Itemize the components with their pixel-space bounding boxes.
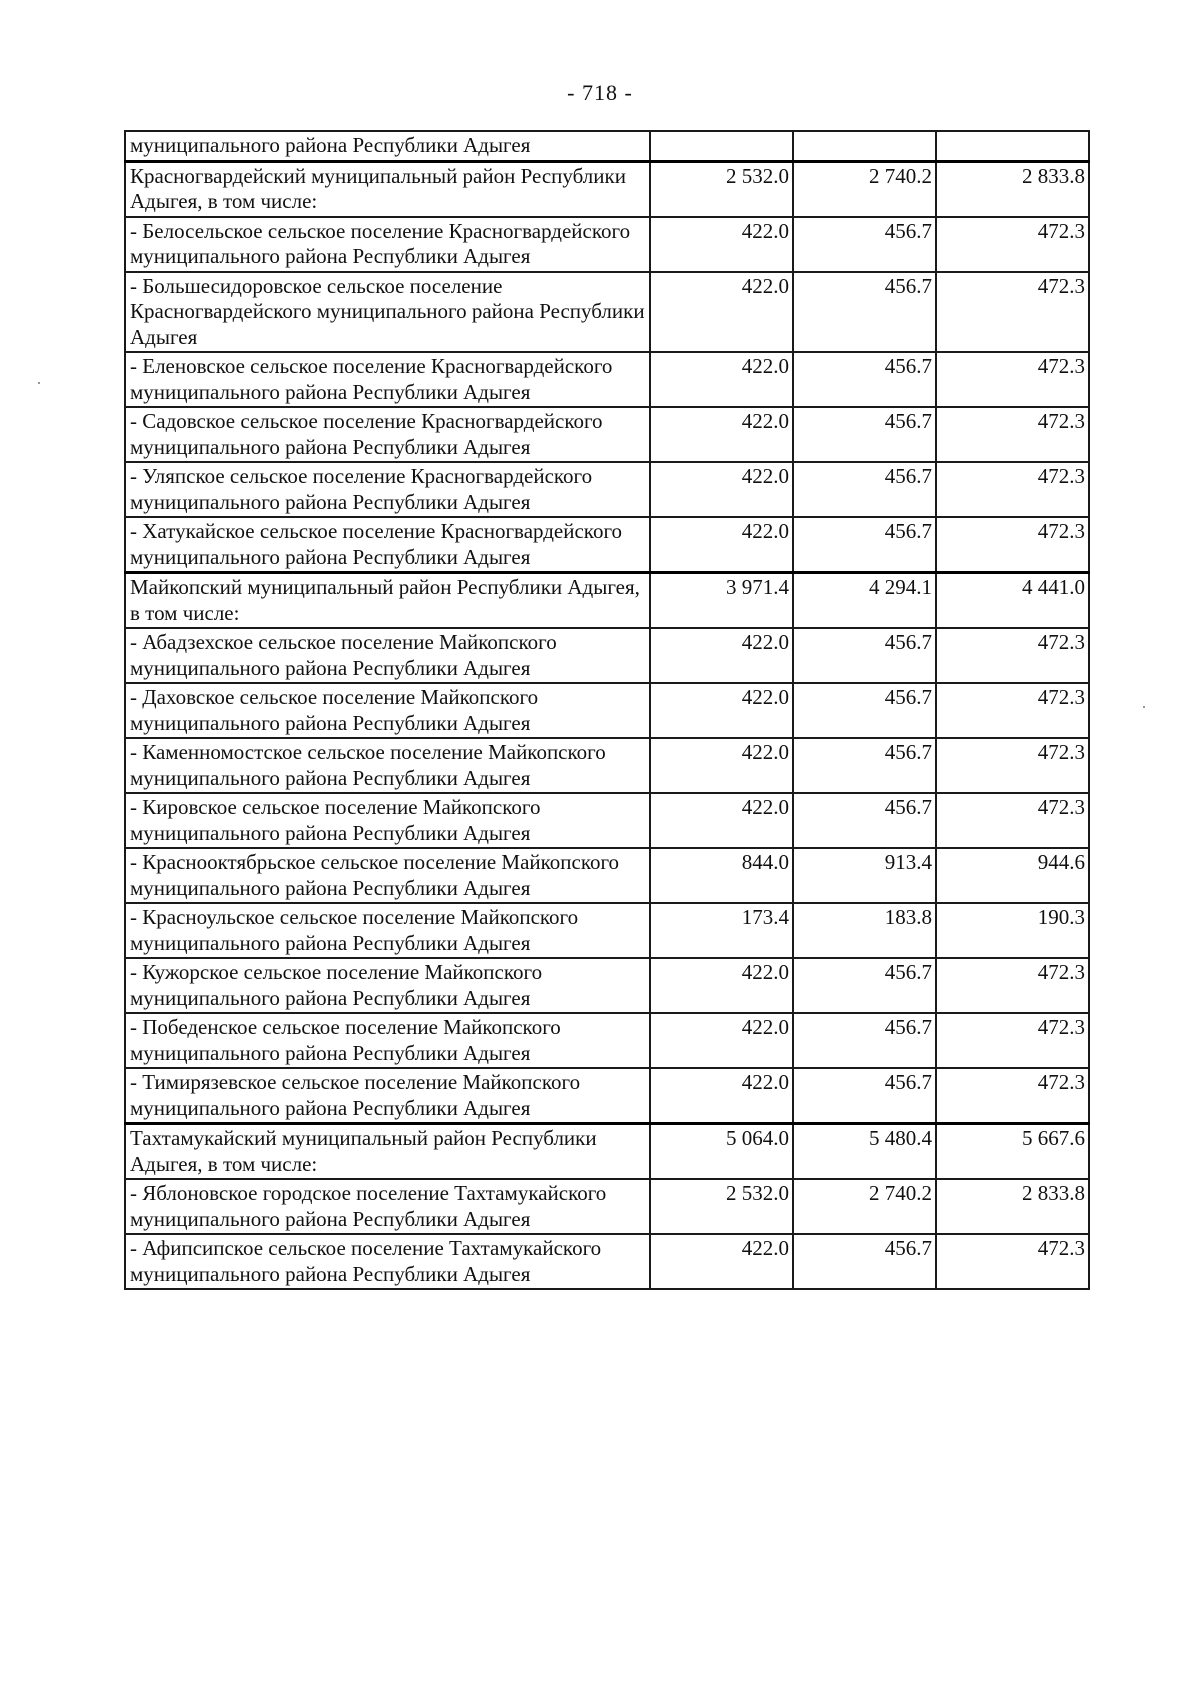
row-name-cell: - Кужорское сельское поселение Майкопского муниципального района Республики Адыгея <box>125 958 650 1013</box>
row-value-1-cell: 422.0 <box>650 793 793 848</box>
row-value-2-cell: 456.7 <box>793 272 936 353</box>
row-name-cell: муниципального района Республики Адыгея <box>125 131 650 161</box>
row-value-1-cell: 422.0 <box>650 517 793 573</box>
row-value-3-cell: 472.3 <box>936 1013 1089 1068</box>
row-name-cell: - Победенское сельское поселение Майкопского муниципального района Республики Адыгея <box>125 1013 650 1068</box>
row-name-cell: - Красноульское сельское поселение Майкопского муниципального района Республики Адыгея <box>125 903 650 958</box>
row-name-cell: - Большесидоровское сельское поселение Красногвардейского муниципального района Республики Адыгея <box>125 272 650 353</box>
row-value-3-cell: 472.3 <box>936 628 1089 683</box>
table-row <box>125 848 1089 903</box>
row-value-1-cell: 5 064.0 <box>650 1124 793 1180</box>
table-row <box>125 1068 1089 1124</box>
row-name-cell: - Хатукайское сельское поселение Красногвардейского муниципального района Республики Адыгея <box>125 517 650 573</box>
row-value-3-cell: 472.3 <box>936 958 1089 1013</box>
row-value-2-cell: 4 294.1 <box>793 573 936 629</box>
row-value-1-cell: 3 971.4 <box>650 573 793 629</box>
table-row <box>125 217 1089 272</box>
row-name-cell: - Каменномостское сельское поселение Майкопского муниципального района Республики Адыгея <box>125 738 650 793</box>
row-name-cell: - Абадзехское сельское поселение Майкопского муниципального района Республики Адыгея <box>125 628 650 683</box>
row-value-1-cell: 422.0 <box>650 738 793 793</box>
row-value-2-cell: 456.7 <box>793 462 936 517</box>
row-name-cell: Красногвардейский муниципальный район Республики Адыгея, в том числе: <box>125 161 650 217</box>
row-value-1-cell: 422.0 <box>650 352 793 407</box>
row-value-3-cell: 472.3 <box>936 462 1089 517</box>
table-row <box>125 1013 1089 1068</box>
row-value-3-cell: 472.3 <box>936 407 1089 462</box>
row-name-cell: - Краснооктябрьское сельское поселение Майкопского муниципального района Республики Адыгея <box>125 848 650 903</box>
table-row <box>125 903 1089 958</box>
row-value-1-cell: 422.0 <box>650 217 793 272</box>
table-row <box>125 793 1089 848</box>
row-name-cell: - Тимирязевское сельское поселение Майкопского муниципального района Республики Адыгея <box>125 1068 650 1124</box>
row-value-1-cell: 422.0 <box>650 272 793 353</box>
row-value-3-cell <box>936 131 1089 161</box>
row-value-1-cell: 2 532.0 <box>650 161 793 217</box>
table-row <box>125 131 1089 161</box>
row-value-1-cell: 422.0 <box>650 958 793 1013</box>
row-value-2-cell: 456.7 <box>793 1013 936 1068</box>
row-value-1-cell: 422.0 <box>650 1234 793 1289</box>
table-row <box>125 683 1089 738</box>
district-row <box>125 1124 1089 1180</box>
table-row <box>125 272 1089 353</box>
district-row <box>125 573 1089 629</box>
table-row <box>125 1234 1089 1289</box>
row-name-cell: Тахтамукайский муниципальный район Республики Адыгея, в том числе: <box>125 1124 650 1180</box>
row-value-1-cell: 422.0 <box>650 1013 793 1068</box>
row-value-3-cell: 472.3 <box>936 272 1089 353</box>
row-name-cell: - Садовское сельское поселение Красногвардейского муниципального района Республики Адыгея <box>125 407 650 462</box>
row-value-1-cell: 2 532.0 <box>650 1179 793 1234</box>
row-value-3-cell: 2 833.8 <box>936 161 1089 217</box>
row-value-1-cell: 422.0 <box>650 683 793 738</box>
row-value-1-cell: 422.0 <box>650 462 793 517</box>
row-value-2-cell: 456.7 <box>793 517 936 573</box>
row-value-2-cell: 456.7 <box>793 793 936 848</box>
row-value-3-cell: 472.3 <box>936 217 1089 272</box>
row-value-1-cell: 173.4 <box>650 903 793 958</box>
row-value-1-cell: 844.0 <box>650 848 793 903</box>
table-body <box>125 131 1089 1289</box>
row-value-3-cell: 472.3 <box>936 1068 1089 1124</box>
row-value-2-cell: 456.7 <box>793 352 936 407</box>
row-value-3-cell: 190.3 <box>936 903 1089 958</box>
row-value-2-cell: 2 740.2 <box>793 161 936 217</box>
row-value-2-cell: 456.7 <box>793 1234 936 1289</box>
row-value-2-cell: 456.7 <box>793 628 936 683</box>
scan-speck <box>38 382 40 384</box>
row-name-cell: - Даховское сельское поселение Майкопского муниципального района Республики Адыгея <box>125 683 650 738</box>
row-name-cell: - Уляпское сельское поселение Красногвардейского муниципального района Республики Адыгея <box>125 462 650 517</box>
row-value-2-cell: 2 740.2 <box>793 1179 936 1234</box>
table-row <box>125 958 1089 1013</box>
row-value-2-cell: 456.7 <box>793 217 936 272</box>
row-value-2-cell <box>793 131 936 161</box>
row-value-1-cell: 422.0 <box>650 1068 793 1124</box>
row-name-cell: - Еленовское сельское поселение Красногвардейского муниципального района Республики Адыгея <box>125 352 650 407</box>
row-value-3-cell: 4 441.0 <box>936 573 1089 629</box>
row-value-3-cell: 472.3 <box>936 1234 1089 1289</box>
row-value-2-cell: 456.7 <box>793 1068 936 1124</box>
table-row <box>125 517 1089 573</box>
row-value-2-cell: 456.7 <box>793 738 936 793</box>
table-row <box>125 462 1089 517</box>
row-name-cell: Майкопский муниципальный район Республики Адыгея, в том числе: <box>125 573 650 629</box>
row-value-2-cell: 456.7 <box>793 958 936 1013</box>
row-value-1-cell: 422.0 <box>650 407 793 462</box>
row-name-cell: - Афипсипское сельское поселение Тахтамукайского муниципального района Республики Адыгея <box>125 1234 650 1289</box>
row-value-2-cell: 456.7 <box>793 407 936 462</box>
row-value-3-cell: 472.3 <box>936 517 1089 573</box>
row-value-2-cell: 456.7 <box>793 683 936 738</box>
row-value-3-cell: 472.3 <box>936 683 1089 738</box>
row-value-3-cell: 472.3 <box>936 793 1089 848</box>
page-number: - 718 - <box>567 80 633 105</box>
district-row <box>125 161 1089 217</box>
table-row <box>125 352 1089 407</box>
row-value-3-cell: 944.6 <box>936 848 1089 903</box>
row-value-3-cell: 472.3 <box>936 352 1089 407</box>
row-value-3-cell: 5 667.6 <box>936 1124 1089 1180</box>
row-name-cell: - Кировское сельское поселение Майкопского муниципального района Республики Адыгея <box>125 793 650 848</box>
table-row <box>125 628 1089 683</box>
row-value-2-cell: 5 480.4 <box>793 1124 936 1180</box>
scan-speck <box>1143 706 1145 708</box>
row-value-3-cell: 2 833.8 <box>936 1179 1089 1234</box>
row-name-cell: - Белосельское сельское поселение Красногвардейского муниципального района Республики Адыгея <box>125 217 650 272</box>
row-name-cell: - Яблоновское городское поселение Тахтамукайского муниципального района Республики Адыгея <box>125 1179 650 1234</box>
table-row <box>125 407 1089 462</box>
row-value-2-cell: 183.8 <box>793 903 936 958</box>
table-row <box>125 738 1089 793</box>
table-row <box>125 1179 1089 1234</box>
budget-table <box>124 130 1090 1290</box>
row-value-2-cell: 913.4 <box>793 848 936 903</box>
row-value-1-cell: 422.0 <box>650 628 793 683</box>
row-value-1-cell <box>650 131 793 161</box>
row-value-3-cell: 472.3 <box>936 738 1089 793</box>
